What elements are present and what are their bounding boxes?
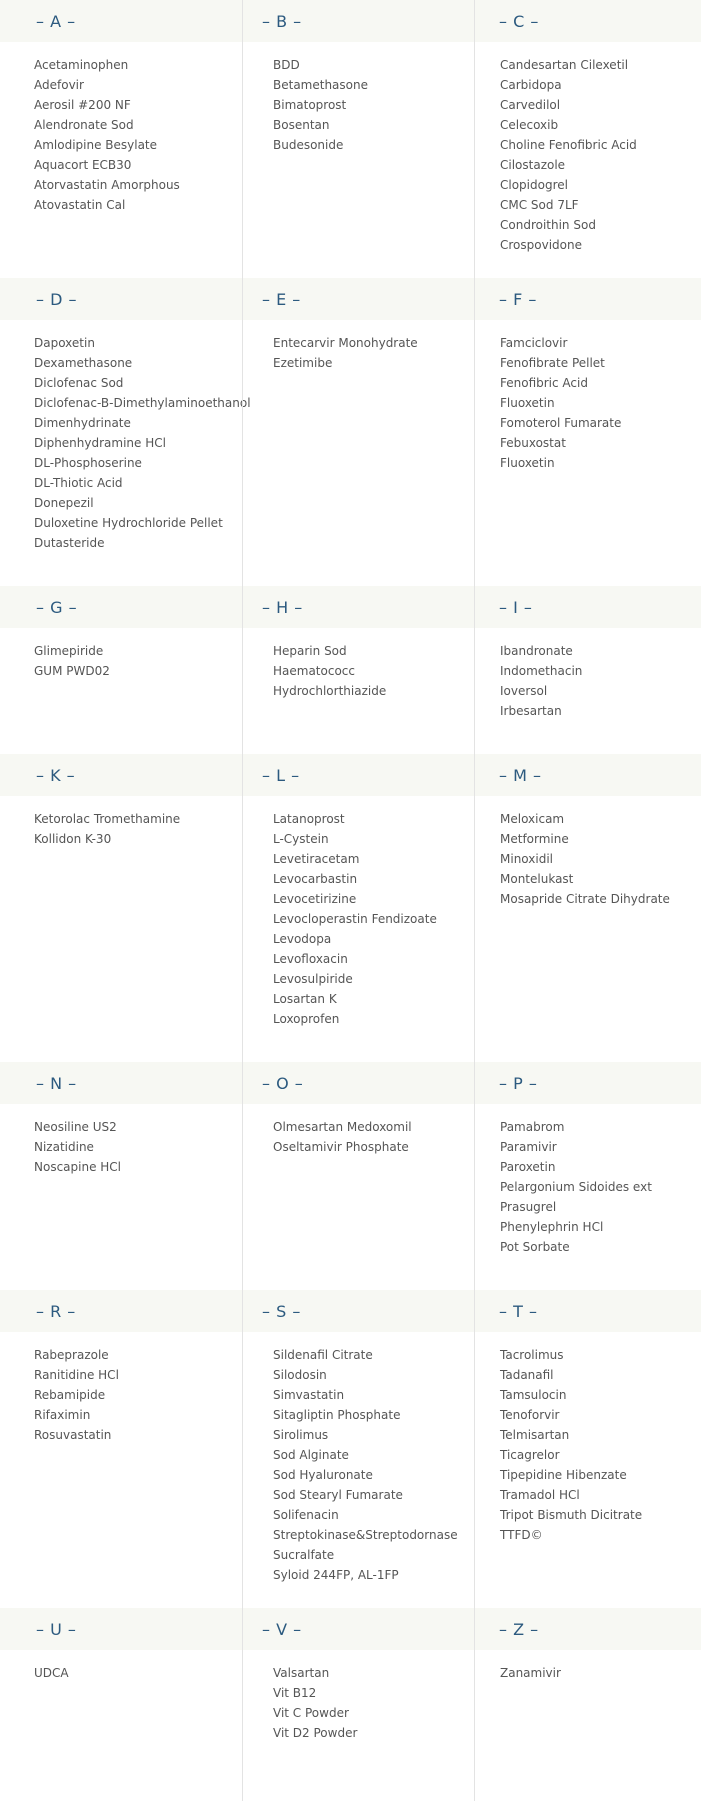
ingredient-item[interactable]: Condroithin Sod [500,218,596,232]
ingredient-item[interactable]: Dexamethasone [34,356,133,370]
ingredient-item[interactable]: Haematococc [273,664,355,678]
ingredient-item[interactable]: Bimatoprost [273,98,347,112]
section-letter: – E – [262,289,301,309]
section-header [242,1608,474,1650]
ingredient-item[interactable]: Candesartan Cilexetil [500,58,629,72]
section-list [0,320,251,586]
section-list [0,1332,242,1608]
ingredient-item[interactable]: Metformine [500,832,569,846]
section-header [0,1608,242,1650]
section-header [474,278,701,320]
ingredient-item[interactable]: Mosapride Citrate Dihydrate [500,892,670,906]
ingredient-list [34,809,242,849]
ingredient-item[interactable]: Diclofenac Sod [34,376,124,390]
ingredient-item[interactable]: Kollidon K-30 [34,832,112,846]
ingredient-item[interactable]: GUM PWD02 [34,664,110,678]
section-letter: – D – [36,289,77,309]
section-letter: – P – [499,1073,538,1093]
ingredient-item[interactable]: Carbidopa [500,78,562,92]
ingredient-item[interactable]: Irbesartan [500,704,562,718]
ingredient-item[interactable]: Vit B12 [273,1686,317,1700]
ingredient-item[interactable]: Tenoforvir [500,1408,560,1422]
ingredient-item[interactable]: Fenofibric Acid [500,376,588,390]
ingredient-item[interactable]: Fomoterol Fumarate [500,416,622,430]
section-header [242,586,474,628]
section-header [474,1290,701,1332]
section-list [0,1104,242,1290]
ingredient-item[interactable]: Losartan K [273,992,337,1006]
ingredient-item[interactable]: Dapoxetin [34,336,95,350]
section-list [242,796,474,1062]
ingredient-item[interactable]: Tipepidine Hibenzate [500,1468,627,1482]
ingredient-list [273,1345,474,1585]
ingredient-item[interactable]: Vit C Powder [273,1706,349,1720]
section-list [242,1332,474,1608]
section-letter: – H – [262,597,303,617]
ingredient-list [34,641,242,681]
ingredient-item[interactable]: Cilostazole [500,158,566,172]
ingredient-item[interactable]: Rabeprazole [34,1348,109,1362]
ingredient-item[interactable]: Nizatidine [34,1140,94,1154]
ingredient-item[interactable]: UDCA [34,1666,69,1680]
ingredient-item[interactable]: Syloid 244FP, AL-1FP [273,1568,399,1582]
section-list [0,796,242,1062]
section-list [474,628,701,754]
ingredient-list [273,333,474,373]
section-header [0,1062,242,1104]
ingredient-item[interactable]: Silodosin [273,1368,327,1382]
ingredient-item[interactable]: Sucralfate [273,1548,335,1562]
ingredient-item[interactable]: Febuxostat [500,436,566,450]
ingredient-item[interactable]: Acetaminophen [34,58,129,72]
ingredient-list [500,333,701,473]
section-letter: – L – [262,765,300,785]
ingredient-item[interactable]: Fluoxetin [500,396,555,410]
ingredient-item[interactable]: Aerosil #200 NF [34,98,131,112]
ingredient-item[interactable]: Sod Alginate [273,1448,349,1462]
ingredient-item[interactable]: Ticagrelor [500,1448,560,1462]
ingredient-item[interactable]: Oseltamivir Phosphate [273,1140,409,1154]
section-letter: – B – [262,11,302,31]
ingredient-list [273,55,474,155]
ingredient-item[interactable]: Hydrochlorthiazide [273,684,387,698]
section-header [474,1608,701,1650]
section-list [474,1650,701,1801]
ingredient-item[interactable]: Amlodipine Besylate [34,138,158,152]
ingredient-item[interactable]: Valsartan [273,1666,330,1680]
ingredient-item[interactable]: Latanoprost [273,812,345,826]
section-letter: – R – [36,1301,76,1321]
ingredient-list [273,641,474,701]
ingredient-list [34,1117,242,1177]
ingredient-list [34,1663,242,1683]
ingredient-item[interactable]: Choline Fenofibric Acid [500,138,637,152]
section-list [0,1650,242,1801]
section-letter: – A – [36,11,76,31]
ingredient-item[interactable]: Phenylephrin HCl [500,1220,604,1234]
ingredient-item[interactable]: Diclofenac-B-Dimethylaminoethanol [34,396,251,410]
section-list [242,42,474,278]
section-letter: – N – [36,1073,77,1093]
ingredient-item[interactable]: Paroxetin [500,1160,556,1174]
section-letter: – O – [262,1073,304,1093]
ingredient-item[interactable]: Olmesartan Medoxomil [273,1120,412,1134]
section-list [474,1332,701,1608]
section-header [0,754,242,796]
ingredient-item[interactable]: Tacrolimus [500,1348,564,1362]
ingredient-item[interactable]: Vit D2 Powder [273,1726,358,1740]
ingredient-item[interactable]: Famciclovir [500,336,568,350]
section-list [242,628,474,754]
ingredient-item[interactable]: Paramivir [500,1140,557,1154]
section-header [242,278,474,320]
ingredient-item[interactable]: Meloxicam [500,812,565,826]
ingredient-item[interactable]: Indomethacin [500,664,583,678]
section-letter: – G – [36,597,78,617]
ingredient-item[interactable]: Entecarvir Monohydrate [273,336,418,350]
ingredient-item[interactable]: Duloxetine Hydrochloride Pellet [34,516,223,530]
ingredient-item[interactable]: Ranitidine HCl [34,1368,119,1382]
ingredient-item[interactable]: Tadanafil [500,1368,554,1382]
ingredient-item[interactable]: Levocetirizine [273,892,357,906]
ingredient-item[interactable]: Sildenafil Citrate [273,1348,373,1362]
ingredient-item[interactable]: Atorvastatin Amorphous [34,178,180,192]
ingredient-list [500,809,701,909]
ingredient-item[interactable]: DL-Phosphoserine [34,456,142,470]
ingredient-item[interactable]: Ezetimibe [273,356,333,370]
section-list [242,1650,474,1801]
ingredient-item[interactable]: Levosulpiride [273,972,353,986]
ingredient-item[interactable]: Rebamipide [34,1388,106,1402]
section-letter: – M – [499,765,542,785]
section-header [242,1062,474,1104]
ingredient-item[interactable]: BDD [273,58,300,72]
ingredient-list [500,1345,701,1545]
ingredient-item[interactable]: Carvedilol [500,98,561,112]
ingredient-item[interactable]: Ibandronate [500,644,573,658]
ingredient-item[interactable]: Budesonide [273,138,344,152]
ingredient-item[interactable]: Diphenhydramine HCl [34,436,166,450]
ingredient-item[interactable]: Celecoxib [500,118,559,132]
section-letter: – Z – [499,1619,539,1639]
ingredient-item[interactable]: Heparin Sod [273,644,347,658]
section-letter: – C – [499,11,539,31]
ingredient-item[interactable]: TTFD© [500,1528,543,1542]
ingredient-item[interactable]: Sirolimus [273,1428,329,1442]
ingredient-list [500,1117,701,1257]
ingredient-item[interactable]: Dutasteride [34,536,105,550]
section-list [474,796,701,1062]
ingredient-item[interactable]: DL-Thiotic Acid [34,476,123,490]
section-header [242,1290,474,1332]
ingredient-item[interactable]: Betamethasone [273,78,368,92]
section-header [474,754,701,796]
ingredient-item[interactable]: Aquacort ECB30 [34,158,132,172]
ingredient-item[interactable]: Fenofibrate Pellet [500,356,605,370]
ingredient-item[interactable]: Dimenhydrinate [34,416,131,430]
section-letter: – S – [262,1301,301,1321]
ingredient-item[interactable]: Levocarbastin [273,872,358,886]
ingredient-item[interactable]: Sitagliptin Phosphate [273,1408,401,1422]
section-header [0,586,242,628]
section-list [0,628,242,754]
section-header [474,586,701,628]
ingredient-item[interactable]: Prasugrel [500,1200,557,1214]
section-header [242,0,474,42]
ingredient-item[interactable]: Simvastatin [273,1388,345,1402]
ingredient-item[interactable]: Pot Sorbate [500,1240,570,1254]
ingredient-item[interactable]: Fluoxetin [500,456,555,470]
section-letter: – U – [36,1619,77,1639]
ingredient-item[interactable]: Tamsulocin [500,1388,567,1402]
ingredient-item[interactable]: Noscapine HCl [34,1160,122,1174]
ingredient-item[interactable]: Alendronate Sod [34,118,134,132]
ingredient-item[interactable]: Montelukast [500,872,574,886]
ingredient-item[interactable]: Donepezil [34,496,94,510]
section-letter: – T – [499,1301,538,1321]
ingredient-list [273,809,474,1029]
ingredient-list [34,55,242,215]
section-header [474,0,701,42]
ingredient-item[interactable]: Ioversol [500,684,548,698]
ingredient-list [500,1663,701,1683]
section-header [474,1062,701,1104]
ingredient-list [500,641,701,721]
ingredient-item[interactable]: Crospovidone [500,238,582,252]
ingredient-list [273,1117,474,1157]
ingredient-item[interactable]: Adefovir [34,78,84,92]
ingredient-list [500,55,701,255]
section-list [0,42,242,278]
ingredient-item[interactable]: Telmisartan [500,1428,570,1442]
section-list [242,320,474,586]
section-letter: – K – [36,765,76,785]
section-list [474,320,701,586]
section-header [0,1290,242,1332]
ingredient-item[interactable]: Streptokinase&Streptodornase [273,1528,458,1542]
ingredient-item[interactable]: Levetiracetam [273,852,360,866]
section-header [242,754,474,796]
ingredient-item[interactable]: L-Cystein [273,832,329,846]
ingredient-item[interactable]: Atovastatin Cal [34,198,126,212]
ingredient-item[interactable]: Pelargonium Sidoides ext [500,1180,652,1194]
section-letter: – I – [499,597,533,617]
ingredient-item[interactable]: Sod Stearyl Fumarate [273,1488,403,1502]
section-list [242,1104,474,1290]
ingredient-item[interactable]: Levodopa [273,932,332,946]
ingredient-item[interactable]: Sod Hyaluronate [273,1468,373,1482]
section-letter: – V – [262,1619,302,1639]
ingredient-item[interactable]: Solifenacin [273,1508,339,1522]
ingredient-item[interactable]: Levofloxacin [273,952,348,966]
ingredient-list [273,1663,474,1743]
ingredient-list [34,1345,242,1445]
ingredient-item[interactable]: Rosuvastatin [34,1428,112,1442]
section-letter: – F – [499,289,537,309]
ingredient-item[interactable]: Minoxidil [500,852,553,866]
ingredient-item[interactable]: Bosentan [273,118,330,132]
section-list [474,1104,701,1290]
ingredient-item[interactable]: Pamabrom [500,1120,565,1134]
section-header [0,278,242,320]
section-header [0,0,242,42]
ingredient-item[interactable]: CMC Sod 7LF [500,198,579,212]
ingredient-list [34,333,251,553]
ingredient-item[interactable]: Zanamivir [500,1666,561,1680]
section-list [474,42,701,278]
ingredient-item[interactable]: Tramadol HCl [500,1488,580,1502]
ingredient-item[interactable]: Levocloperastin Fendizoate [273,912,437,926]
ingredient-item[interactable]: Neosiline US2 [34,1120,117,1134]
ingredient-item[interactable]: Rifaximin [34,1408,91,1422]
ingredient-item[interactable]: Clopidogrel [500,178,568,192]
ingredient-item[interactable]: Glimepiride [34,644,104,658]
ingredient-item[interactable]: Tripot Bismuth Dicitrate [500,1508,643,1522]
ingredient-item[interactable]: Ketorolac Tromethamine [34,812,181,826]
ingredient-item[interactable]: Loxoprofen [273,1012,340,1026]
